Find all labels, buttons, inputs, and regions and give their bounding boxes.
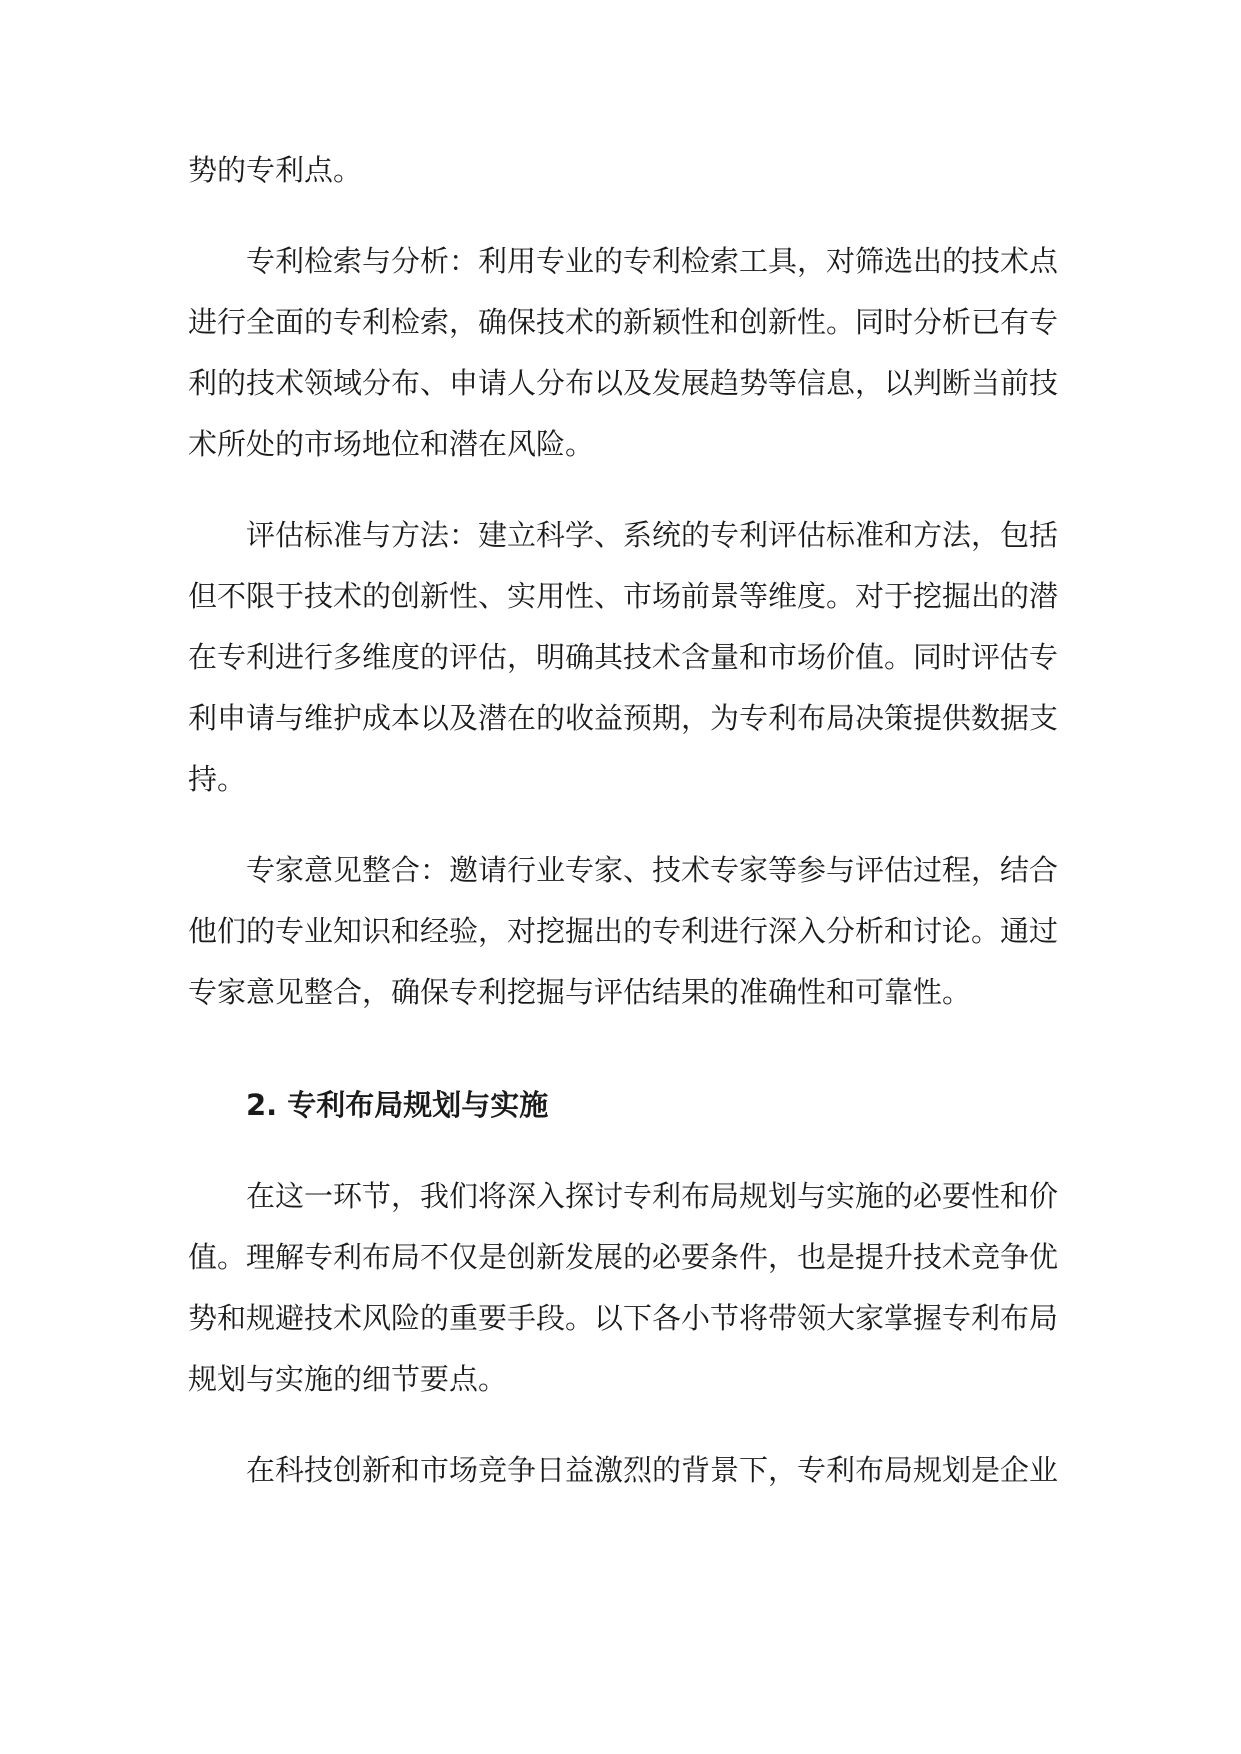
section-heading: 2. 专利布局规划与实施 (246, 1088, 549, 1122)
paragraph-continuation: 势的专利点。 (188, 153, 363, 187)
paragraph-section-intro: 在这一环节，我们将深入探讨专利布局规划与实施的必要性和价值。理解专利布局不仅是创新发展的必要条件，也是提升技术竞争优势和规避技术风险的重要手段。以下各小节将带领大家掌握专利布局规划与实施的细节要点。 (188, 1179, 1059, 1396)
paragraph-expert-opinion: 专家意见整合：邀请行业专家、技术专家等参与评估过程，结合他们的专业知识和经验，对挖掘出的专利进行深入分析和讨论。通过专家意见整合，确保专利挖掘与评估结果的准确性和可靠性。 (188, 853, 1059, 1009)
paragraph-patent-search: 专利检索与分析：利用专业的专利检索工具，对筛选出的技术点进行全面的专利检索，确保技术的新颖性和创新性。同时分析已有专利的技术领域分布、申请人分布以及发展趋势等信息，以判断当前技术所处的市场地位和潜在风险。 (188, 244, 1059, 461)
document-body (188, 140, 1058, 1531)
paragraph-background: 在科技创新和市场竞争日益激烈的背景下，专利布局规划是企业 (246, 1453, 1059, 1487)
paragraph-evaluation-criteria: 评估标准与方法：建立科学、系统的专利评估标准和方法，包括但不限于技术的创新性、实用性、市场前景等维度。对于挖掘出的潜在专利进行多维度的评估，明确其技术含量和市场价值。同时评估专利申请与维护成本以及潜在的收益预期，为专利布局决策提供数据支持。 (188, 518, 1059, 796)
